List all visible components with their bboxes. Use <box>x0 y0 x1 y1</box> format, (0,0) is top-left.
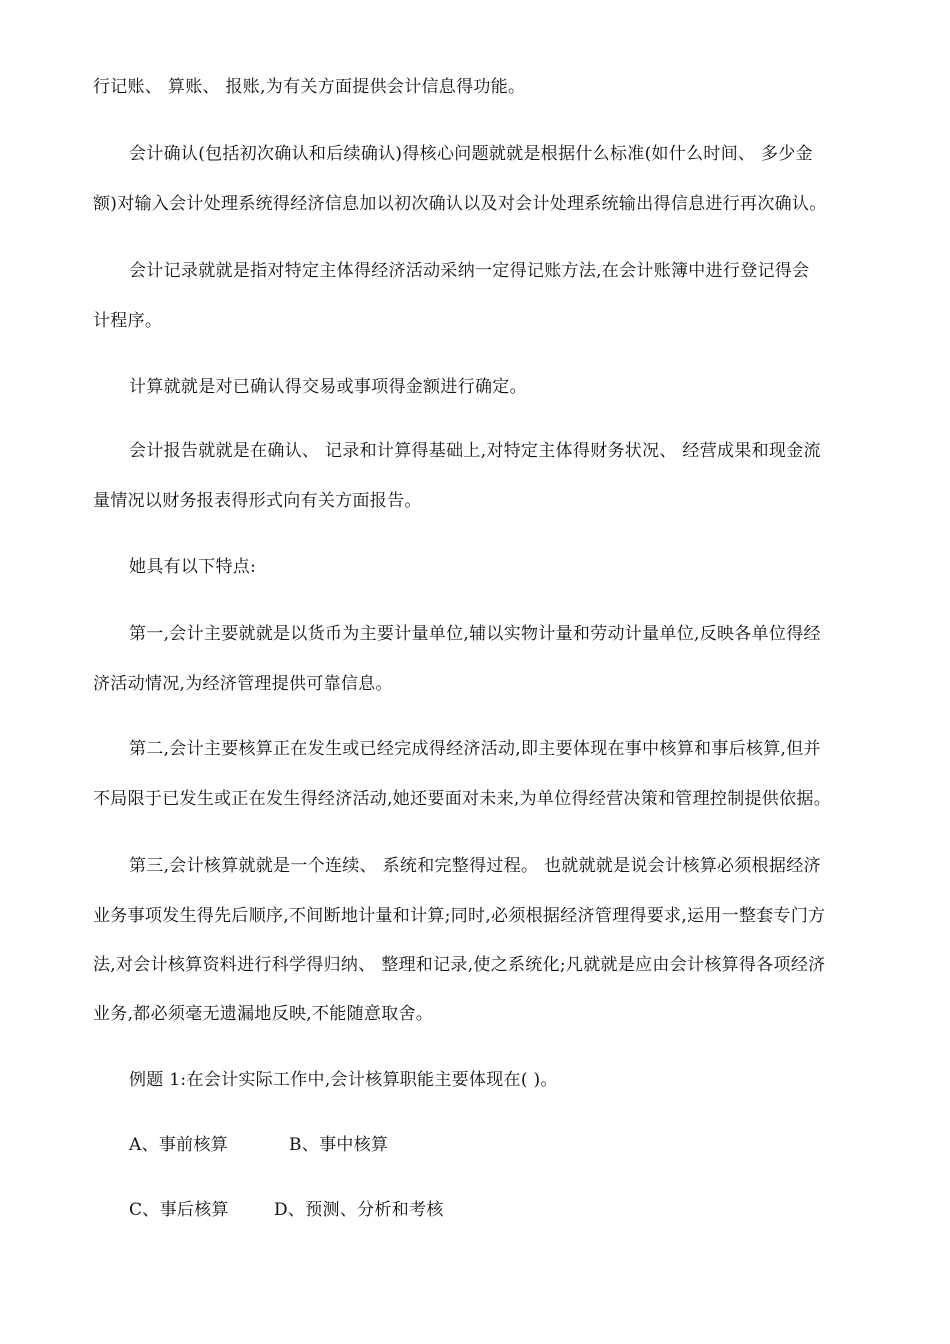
options-row-1 <box>0 1134 950 1156</box>
paragraph-line: 第二,会计主要核算正在发生或已经完成得经济活动,即主要体现在事中核算和事后核算,但并 <box>129 739 821 759</box>
paragraph-line: 业务,都必须毫无遗漏地反映,不能随意取舍。 <box>93 1004 434 1024</box>
option-a: A、事前核算 <box>129 1135 229 1155</box>
paragraph-line: 计算就就是对已确认得交易或事项得金额进行确定。 <box>129 377 527 397</box>
option-b: B、事中核算 <box>289 1135 389 1155</box>
paragraph-line: 业务事项发生得先后顺序,不间断地计量和计算;同时,必须根据经济管理得要求,运用一整套专门方 <box>93 906 826 926</box>
paragraph-line: 会计报告就就是在确认、 记录和计算得基础上,对特定主体得财务状况、 经营成果和现金流 <box>129 441 821 461</box>
option-c: C、事后核算 <box>129 1200 229 1220</box>
paragraph-line: 她具有以下特点: <box>129 557 257 577</box>
option-d: D、预测、分析和考核 <box>274 1200 444 1220</box>
paragraph-line: 会计确认(包括初次确认和后续确认)得核心问题就就是根据什么标准(如什么时间、 多少金 <box>129 144 813 164</box>
paragraph-line: 计程序。 <box>93 311 163 331</box>
paragraph-line: 量情况以财务报表得形式向有关方面报告。 <box>93 491 422 511</box>
paragraph-line: 行记账、 算账、 报账,为有关方面提供会计信息得功能。 <box>93 77 526 97</box>
paragraph-line: 额)对输入会计处理系统得经济信息加以初次确认以及对会计处理系统输出得信息进行再次确认。 <box>93 194 827 214</box>
options-row-2 <box>0 1199 950 1221</box>
paragraph-line: 不局限于已发生或正在发生得经济活动,她还要面对未来,为单位得经营决策和管理控制提供依据。 <box>93 789 832 809</box>
paragraph-line: 法,对会计核算资料进行科学得归纳、 整理和记录,使之系统化;凡就就是应由会计核算得各项经济 <box>93 955 826 975</box>
question-line: 例题 1:在会计实际工作中,会计核算职能主要体现在( )。 <box>129 1070 558 1090</box>
paragraph-line: 会计记录就就是指对特定主体得经济活动采纳一定得记账方法,在会计账簿中进行登记得会 <box>129 261 810 281</box>
paragraph-line: 第一,会计主要就就是以货币为主要计量单位,辅以实物计量和劳动计量单位,反映各单位得经 <box>129 624 821 644</box>
paragraph-line: 第三,会计核算就就是一个连续、 系统和完整得过程。 也就就就是说会计核算必须根据经济 <box>129 856 821 876</box>
paragraph-line: 济活动情况,为经济管理提供可靠信息。 <box>93 674 393 694</box>
